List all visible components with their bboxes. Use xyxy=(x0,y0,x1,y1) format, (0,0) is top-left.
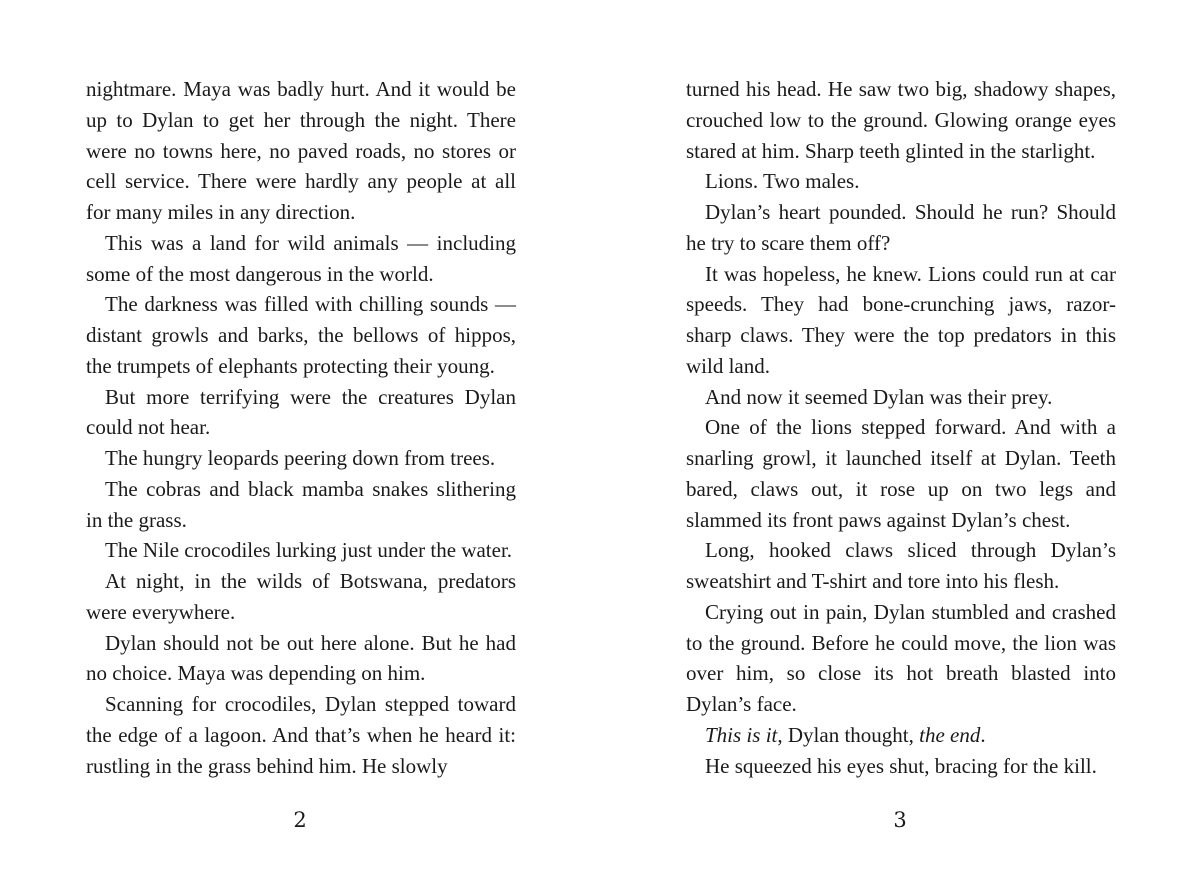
paragraph: nightmare. Maya was badly hurt. And it would be up to Dylan to get her through the night. There were no towns here, no paved roads, no stores or cell service. There were hardly any people at all for many miles in any direction. xyxy=(86,77,516,224)
thought-paragraph xyxy=(686,720,1116,751)
paragraph: The Nile crocodiles lurking just under the water. xyxy=(105,538,513,563)
paragraph: turned his head. He saw two big, shadowy shapes, crouched low to the ground. Glowing orange eyes stared at him. Sharp teeth glinted in the starlight. xyxy=(686,77,1116,163)
paragraph: He squeezed his eyes shut, bracing for the kill. xyxy=(705,753,1097,778)
paragraph: Dylan should not be out here alone. But he had no choice. Maya was depending on him. xyxy=(86,630,516,686)
thought-attribution: , Dylan thought, xyxy=(777,722,920,747)
page-number-right: 3 xyxy=(893,808,907,832)
paragraph: At night, in the wilds of Botswana, predators were everywhere. xyxy=(86,569,516,624)
paragraph: But more terrifying were the creatures Dylan could not hear. xyxy=(86,384,516,440)
thought-italic: the end xyxy=(919,722,981,747)
paragraph: This was a land for wild animals — including some of the most dangerous in the world. xyxy=(86,230,516,286)
paragraph: The cobras and black mamba snakes slithering in the grass. xyxy=(86,476,516,532)
paragraph: One of the lions stepped forward. And with a snarling growl, it launched itself at Dylan. Teeth bared, claws out, it rose up on two legs and slammed its front paws against Dylan’s chest. xyxy=(686,415,1116,532)
paragraph: It was hopeless, he knew. Lions could run at car speeds. They had bone-crunching jaws, razor-sharp claws. They were the top predators in this wild land. xyxy=(686,261,1116,378)
paragraph: The darkness was filled with chilling sounds — distant growls and barks, the bellows of hippos, the trumpets of elephants protecting their young. xyxy=(86,292,516,378)
paragraph: Scanning for crocodiles, Dylan stepped toward the edge of a lagoon. And that’s when he heard it: rustling in the grass behind him. He slowly xyxy=(86,692,516,778)
paragraph: Lions. Two males. xyxy=(705,169,860,194)
paragraph: Long, hooked claws sliced through Dylan’s sweatshirt and T-shirt and tore into his flesh. xyxy=(686,538,1116,593)
paragraph: Crying out in pain, Dylan stumbled and crashed to the ground. Before he could move, the lion was over him, so close its hot breath blasted into Dylan’s face. xyxy=(686,599,1116,716)
thought-italic: This is it xyxy=(705,722,778,747)
paragraph: And now it seemed Dylan was their prey. xyxy=(705,384,1053,409)
paragraph: Dylan’s heart pounded. Should he run? Should he try to scare them off? xyxy=(686,200,1116,255)
right-page-text xyxy=(686,74,1116,781)
left-page-text xyxy=(86,74,516,781)
paragraph: The hungry leopards peering down from trees. xyxy=(105,446,496,470)
page-number-left: 2 xyxy=(293,808,307,832)
thought-period: . xyxy=(980,722,986,747)
